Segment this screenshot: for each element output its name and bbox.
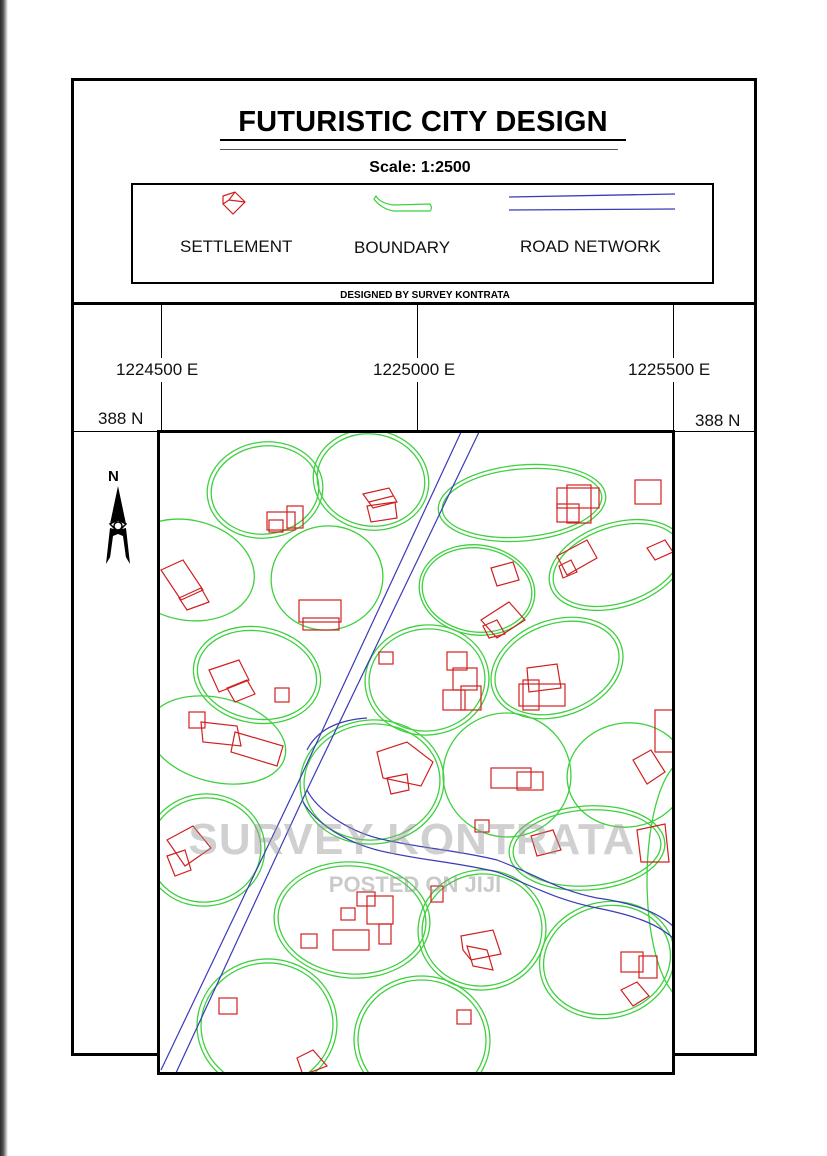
boundary-parcel [195,956,339,1075]
boundary-parcel [532,892,675,1028]
boundary-parcel [350,971,495,1075]
legend-label-settlement: SETTLEMENT [180,237,293,256]
watermark-line2: POSTED ON JIJI [328,872,502,897]
settlement-building [635,480,661,504]
title-underline [220,139,626,141]
boundary-parcel [305,430,437,539]
grid-tick-easting-3-lower [673,382,674,430]
map-title: FUTURISTIC CITY DESIGN [238,106,608,138]
easting-label-1: 1224500 E [116,360,199,379]
settlement-building [461,930,501,970]
settlement-building [363,488,397,522]
settlement-building [457,1010,471,1024]
settlement-building [557,540,597,578]
boundary-parcel [186,617,329,734]
boundary-symbol-icon [370,190,440,216]
road-main-east [175,430,480,1075]
map-scale: Scale: 1:2500 [369,159,471,176]
grid-tick-easting-1-lower [161,382,162,430]
settlement-building [299,600,341,630]
scan-edge-shadow [0,0,8,1156]
settlement-building [297,1050,327,1075]
legend-label-boundary: BOUNDARY [354,238,451,257]
settlement-symbol-icon [215,188,255,220]
grid-tick-easting-2 [417,305,418,358]
settlement-building [219,998,237,1014]
settlement-building [647,540,673,560]
boundary-parcel [410,862,553,999]
settlement-layer [161,480,675,1075]
road-network-symbol-icon [505,190,680,216]
watermark-line1: SURVEY KONTRATA [188,815,636,864]
road-branch-north [307,790,675,928]
northing-label-right: 388 N [695,411,741,430]
settlement-building [557,485,599,523]
settlement-building [443,652,481,710]
boundary-parcel [647,760,675,1000]
settlement-building [379,652,393,664]
easting-label-2: 1225000 E [373,360,456,379]
boundary-parcel [190,952,343,1075]
settlement-building [167,826,211,876]
settlement-building [621,952,657,1006]
settlement-building [633,750,665,784]
grid-tick-easting-1 [161,305,162,358]
boundary-parcel [477,600,638,737]
settlement-building [301,892,393,950]
designer-credit: DESIGNED BY SURVEY KONTRATA [340,290,510,301]
boundary-parcel [439,462,604,544]
settlement-building [267,506,303,532]
settlement-building [655,710,675,752]
settlement-building [491,768,543,790]
settlement-building [519,664,565,710]
northing-line-left [74,431,160,432]
boundary-parcel [482,605,632,731]
north-label: N [108,468,119,485]
title-underline-thin [220,149,618,150]
settlement-building [161,560,209,610]
boundary-parcel [295,714,449,850]
boundary-parcel [157,682,295,797]
settlement-building [377,742,433,794]
boundary-parcel [511,805,664,891]
boundary-parcel [157,507,264,633]
map-drawing [157,430,675,1075]
north-arrow-icon [104,484,134,568]
settlement-building [491,562,519,586]
grid-tick-easting-2-lower [417,382,418,430]
northing-line-right [675,431,755,432]
settlement-building [531,830,561,856]
boundary-parcel [560,715,675,835]
map-frame [157,430,675,1075]
boundary-parcel [310,430,432,535]
boundary-parcel [413,537,540,642]
legend-label-road-network: ROAD NETWORK [520,237,661,256]
header-divider [71,302,757,305]
grid-tick-easting-3 [673,305,674,358]
settlement-building [209,660,289,702]
boundary-parcel [354,976,490,1075]
northing-label-left: 388 N [98,409,144,428]
easting-label-3: 1225500 E [628,360,711,379]
boundary-parcel [190,621,323,729]
